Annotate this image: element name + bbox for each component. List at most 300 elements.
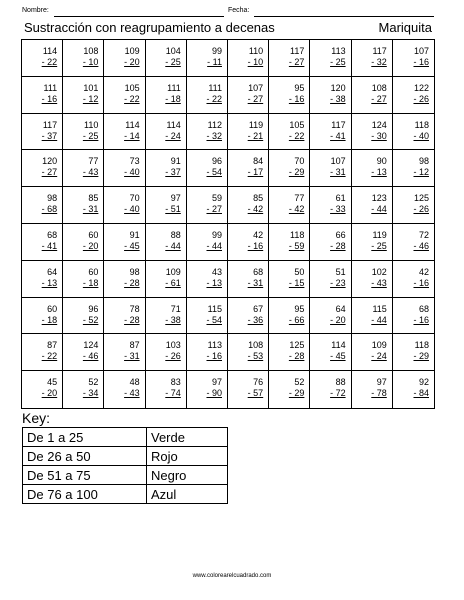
problem-cell[interactable] — [63, 77, 104, 114]
minuend: 124 — [371, 119, 387, 130]
minuend: 97 — [170, 193, 181, 204]
subtrahend: - 25 — [82, 130, 99, 141]
key-row — [23, 447, 228, 466]
minuend: 114 — [125, 119, 140, 130]
subtrahend: - 22 — [124, 93, 140, 104]
minuend: 70 — [294, 156, 305, 167]
problem-cell[interactable] — [63, 150, 104, 187]
minuend: 98 — [47, 193, 58, 204]
minuend: 87 — [129, 340, 140, 351]
minuend: 108 — [248, 340, 264, 351]
problem-cell[interactable] — [187, 334, 228, 371]
problem-cell[interactable] — [228, 114, 269, 151]
problem-cell[interactable] — [352, 150, 393, 187]
key-row — [23, 466, 228, 485]
subtrahend: - 42 — [288, 204, 305, 215]
problem-cell[interactable] — [22, 40, 63, 77]
subtrahend: - 20 — [82, 240, 99, 251]
subtrahend: - 26 — [165, 351, 181, 362]
problem-cell[interactable] — [393, 224, 434, 261]
name-line[interactable] — [54, 16, 224, 17]
minuend: 88 — [170, 229, 181, 240]
name-label: Nombre: — [22, 7, 49, 14]
problem-cell[interactable] — [63, 114, 104, 151]
subtrahend: - 44 — [206, 240, 222, 251]
subtrahend: - 18 — [165, 93, 181, 104]
problem-cell[interactable] — [104, 40, 145, 77]
worksheet-subtitle: Mariquita — [378, 20, 432, 35]
minuend: 97 — [376, 377, 387, 388]
problem-cell[interactable] — [104, 298, 145, 335]
problem-cell[interactable] — [22, 77, 63, 114]
subtrahend: - 17 — [247, 167, 264, 178]
subtrahend: - 16 — [413, 57, 429, 67]
problem-cell[interactable] — [228, 224, 269, 261]
subtrahend: - 22 — [206, 93, 222, 104]
problem-cell[interactable] — [104, 371, 145, 408]
minuend: 124 — [83, 340, 99, 351]
problem-cell[interactable] — [310, 334, 351, 371]
problem-cell[interactable] — [393, 298, 434, 335]
header-row — [22, 4, 434, 18]
minuend: 77 — [294, 193, 305, 204]
subtrahend: - 16 — [413, 277, 429, 288]
minuend: 114 — [331, 340, 346, 351]
problem-cell[interactable] — [352, 77, 393, 114]
key-color: Azul — [147, 485, 228, 504]
minuend: 83 — [170, 377, 181, 388]
subtrahend: - 27 — [41, 167, 58, 178]
subtrahend: - 68 — [41, 204, 58, 215]
minuend: 107 — [413, 46, 429, 56]
subtrahend: - 13 — [371, 167, 387, 178]
subtrahend: - 26 — [413, 93, 429, 104]
minuend: 111 — [208, 82, 222, 93]
minuend: 99 — [211, 229, 222, 240]
problem-cell[interactable] — [393, 40, 434, 77]
problem-cell[interactable] — [146, 77, 187, 114]
subtrahend: - 44 — [165, 240, 181, 251]
minuend: 95 — [294, 82, 305, 93]
problem-cell[interactable] — [146, 298, 187, 335]
subtrahend: - 22 — [288, 130, 305, 141]
date-line[interactable] — [254, 16, 434, 17]
minuend: 107 — [330, 156, 346, 167]
minuend: 118 — [290, 229, 305, 240]
subtrahend: - 44 — [371, 204, 387, 215]
minuend: 111 — [43, 82, 58, 93]
subtrahend: - 46 — [82, 351, 99, 362]
problem-cell[interactable] — [310, 371, 351, 408]
subtrahend: - 10 — [82, 57, 99, 67]
subtrahend: - 25 — [371, 240, 387, 251]
problem-cell[interactable] — [146, 261, 187, 298]
minuend: 67 — [253, 303, 264, 314]
problem-cell[interactable] — [269, 77, 310, 114]
minuend: 109 — [165, 266, 181, 277]
minuend: 117 — [42, 119, 58, 130]
subtrahend: - 13 — [41, 277, 58, 288]
subtrahend: - 24 — [165, 130, 181, 141]
minuend: 96 — [88, 303, 99, 314]
subtrahend: - 37 — [41, 130, 58, 141]
minuend: 68 — [418, 303, 429, 314]
subtrahend: - 12 — [413, 167, 429, 178]
subtrahend: - 25 — [165, 57, 181, 67]
subtrahend: - 54 — [206, 314, 222, 325]
problem-cell[interactable] — [63, 224, 104, 261]
subtrahend: - 13 — [206, 277, 222, 288]
subtrahend: - 20 — [330, 314, 346, 325]
minuend: 88 — [335, 377, 346, 388]
key-range: De 1 a 25 — [23, 428, 147, 447]
problem-cell[interactable] — [352, 114, 393, 151]
subtrahend: - 59 — [288, 240, 305, 251]
subtrahend: - 27 — [371, 93, 387, 104]
minuend: 103 — [165, 340, 181, 351]
subtrahend: - 16 — [288, 93, 305, 104]
problem-cell[interactable] — [22, 371, 63, 408]
problem-cell[interactable] — [22, 150, 63, 187]
problem-cell[interactable] — [228, 40, 269, 77]
subtrahend: - 43 — [371, 277, 387, 288]
subtrahend: - 16 — [247, 240, 264, 251]
problem-cell[interactable] — [352, 40, 393, 77]
problem-cell[interactable] — [228, 150, 269, 187]
subtrahend: - 37 — [165, 167, 181, 178]
problem-cell[interactable] — [187, 298, 228, 335]
problem-cell[interactable] — [146, 40, 187, 77]
minuend: 51 — [335, 266, 346, 277]
minuend: 48 — [129, 377, 140, 388]
subtrahend: - 28 — [330, 240, 346, 251]
minuend: 42 — [418, 266, 429, 277]
problem-cell[interactable] — [22, 114, 63, 151]
minuend: 59 — [211, 193, 222, 204]
problem-cell[interactable] — [22, 224, 63, 261]
problem-cell[interactable] — [310, 224, 351, 261]
key-range: De 26 a 50 — [23, 447, 147, 466]
problem-cell[interactable] — [310, 261, 351, 298]
minuend: 90 — [376, 156, 387, 167]
subtrahend: - 66 — [288, 314, 305, 325]
subtrahend: - 41 — [330, 130, 346, 141]
problem-cell[interactable] — [393, 150, 434, 187]
minuend: 114 — [166, 119, 181, 130]
minuend: 61 — [335, 193, 346, 204]
problem-cell[interactable] — [104, 334, 145, 371]
subtrahend: - 12 — [82, 93, 99, 104]
subtrahend: - 52 — [82, 314, 99, 325]
problem-cell[interactable] — [63, 371, 104, 408]
subtrahend: - 16 — [41, 93, 58, 104]
problem-cell[interactable] — [352, 224, 393, 261]
key-color: Negro — [147, 466, 228, 485]
problem-cell[interactable] — [228, 77, 269, 114]
subtrahend: - 34 — [82, 388, 99, 399]
problem-cell[interactable] — [22, 261, 63, 298]
subtrahend: - 57 — [247, 388, 264, 399]
minuend: 98 — [418, 156, 429, 167]
problem-cell[interactable] — [393, 371, 434, 408]
key-table — [22, 427, 228, 504]
minuend: 125 — [413, 193, 429, 204]
problem-cell[interactable] — [146, 224, 187, 261]
subtrahend: - 74 — [165, 388, 181, 399]
subtrahend: - 38 — [330, 93, 346, 104]
minuend: 113 — [331, 46, 346, 56]
key-label: Key: — [22, 410, 51, 426]
subtrahend: - 22 — [41, 57, 58, 67]
problem-cell[interactable] — [269, 371, 310, 408]
subtrahend: - 44 — [371, 314, 387, 325]
minuend: 118 — [414, 119, 429, 130]
problem-cell[interactable] — [269, 224, 310, 261]
problem-cell[interactable] — [228, 334, 269, 371]
minuend: 107 — [248, 82, 264, 93]
subtrahend: - 22 — [41, 351, 58, 362]
problem-cell[interactable] — [352, 261, 393, 298]
problem-cell[interactable] — [22, 298, 63, 335]
minuend: 105 — [289, 119, 305, 130]
subtrahend: - 26 — [413, 204, 429, 215]
problem-cell[interactable] — [269, 40, 310, 77]
minuend: 84 — [253, 156, 264, 167]
minuend: 122 — [413, 82, 429, 93]
subtrahend: - 40 — [124, 204, 140, 215]
subtrahend: - 36 — [247, 314, 264, 325]
subtrahend: - 40 — [124, 167, 140, 178]
problem-cell[interactable] — [393, 334, 434, 371]
minuend: 76 — [253, 377, 264, 388]
subtrahend: - 18 — [41, 314, 58, 325]
subtrahend: - 15 — [288, 277, 305, 288]
subtrahend: - 29 — [413, 351, 429, 362]
minuend: 119 — [372, 229, 387, 240]
minuend: 111 — [167, 82, 181, 93]
problem-cell[interactable] — [352, 371, 393, 408]
minuend: 101 — [83, 82, 99, 93]
subtrahend: - 84 — [413, 388, 429, 399]
minuend: 117 — [331, 119, 346, 130]
minuend: 120 — [42, 156, 58, 167]
minuend: 115 — [207, 303, 222, 314]
minuend: 113 — [207, 340, 222, 351]
subtrahend: - 29 — [288, 167, 305, 178]
problem-cell[interactable] — [393, 187, 434, 224]
problem-cell[interactable] — [104, 150, 145, 187]
minuend: 85 — [88, 193, 99, 204]
minuend: 96 — [211, 156, 222, 167]
minuend: 78 — [129, 303, 140, 314]
footer-url: www.colorearelcuadrado.com — [192, 573, 272, 579]
subtrahend: - 41 — [41, 240, 58, 251]
minuend: 97 — [211, 377, 222, 388]
minuend: 50 — [294, 266, 305, 277]
key-color: Rojo — [147, 447, 228, 466]
minuend: 60 — [88, 266, 99, 277]
problem-grid — [21, 39, 435, 409]
minuend: 114 — [42, 46, 58, 56]
problem-cell[interactable] — [393, 114, 434, 151]
minuend: 104 — [165, 46, 181, 56]
key-range: De 76 a 100 — [23, 485, 147, 504]
problem-cell[interactable] — [104, 224, 145, 261]
problem-cell[interactable] — [63, 187, 104, 224]
minuend: 91 — [170, 156, 181, 167]
subtrahend: - 51 — [165, 204, 181, 215]
problem-cell[interactable] — [269, 114, 310, 151]
minuend: 117 — [372, 46, 387, 56]
subtrahend: - 54 — [206, 167, 222, 178]
key-row — [23, 485, 228, 504]
problem-cell[interactable] — [393, 261, 434, 298]
key-row — [23, 428, 228, 447]
problem-cell[interactable] — [187, 77, 228, 114]
problem-cell[interactable] — [352, 187, 393, 224]
minuend: 117 — [290, 46, 305, 56]
problem-cell[interactable] — [352, 298, 393, 335]
date-label: Fecha: — [228, 7, 250, 14]
subtrahend: - 45 — [124, 240, 140, 251]
problem-cell[interactable] — [310, 77, 351, 114]
problem-cell[interactable] — [146, 334, 187, 371]
subtrahend: - 38 — [165, 314, 181, 325]
minuend: 87 — [47, 340, 58, 351]
problem-cell[interactable] — [269, 261, 310, 298]
problem-cell[interactable] — [22, 187, 63, 224]
subtrahend: - 27 — [288, 57, 305, 67]
subtrahend: - 42 — [247, 204, 264, 215]
minuend: 102 — [371, 266, 387, 277]
subtrahend: - 25 — [330, 57, 346, 67]
problem-cell[interactable] — [269, 334, 310, 371]
problem-cell[interactable] — [187, 150, 228, 187]
subtrahend: - 31 — [124, 351, 140, 362]
minuend: 72 — [418, 229, 429, 240]
minuend: 119 — [248, 119, 264, 130]
problem-cell[interactable] — [352, 334, 393, 371]
problem-cell[interactable] — [63, 40, 104, 77]
minuend: 68 — [253, 266, 264, 277]
subtrahend: - 90 — [206, 388, 222, 399]
subtrahend: - 28 — [124, 277, 140, 288]
subtrahend: - 30 — [371, 130, 387, 141]
problem-cell[interactable] — [146, 114, 187, 151]
subtrahend: - 43 — [82, 167, 99, 178]
subtrahend: - 31 — [330, 167, 346, 178]
subtrahend: - 27 — [206, 204, 222, 215]
problem-cell[interactable] — [63, 298, 104, 335]
minuend: 110 — [84, 119, 99, 130]
problem-cell[interactable] — [187, 114, 228, 151]
problem-cell[interactable] — [104, 187, 145, 224]
subtrahend: - 27 — [247, 93, 264, 104]
minuend: 70 — [129, 193, 140, 204]
subtrahend: - 31 — [247, 277, 264, 288]
minuend: 60 — [47, 303, 58, 314]
subtrahend: - 28 — [124, 314, 140, 325]
problem-cell[interactable] — [187, 187, 228, 224]
subtrahend: - 31 — [82, 204, 99, 215]
problem-cell[interactable] — [310, 187, 351, 224]
problem-cell[interactable] — [228, 187, 269, 224]
minuend: 85 — [253, 193, 264, 204]
subtrahend: - 33 — [330, 204, 346, 215]
minuend: 108 — [371, 82, 387, 93]
problem-cell[interactable] — [310, 298, 351, 335]
minuend: 105 — [124, 82, 140, 93]
subtrahend: - 18 — [82, 277, 99, 288]
problem-cell[interactable] — [146, 187, 187, 224]
worksheet-title: Sustracción con reagrupamiento a decenas — [24, 20, 275, 35]
problem-cell[interactable] — [22, 334, 63, 371]
problem-cell[interactable] — [187, 224, 228, 261]
subtrahend: - 20 — [41, 388, 58, 399]
minuend: 66 — [335, 229, 346, 240]
key-range: De 51 a 75 — [23, 466, 147, 485]
minuend: 120 — [330, 82, 346, 93]
subtrahend: - 23 — [330, 277, 346, 288]
minuend: 95 — [294, 303, 305, 314]
subtrahend: - 28 — [288, 351, 305, 362]
problem-cell[interactable] — [63, 261, 104, 298]
problem-cell[interactable] — [310, 150, 351, 187]
problem-cell[interactable] — [269, 187, 310, 224]
minuend: 118 — [414, 340, 429, 351]
minuend: 73 — [129, 156, 140, 167]
problem-cell[interactable] — [310, 114, 351, 151]
problem-cell[interactable] — [146, 371, 187, 408]
problem-cell[interactable] — [187, 371, 228, 408]
subtrahend: - 20 — [124, 57, 140, 67]
problem-cell[interactable] — [228, 371, 269, 408]
subtrahend: - 29 — [288, 388, 305, 399]
problem-cell[interactable] — [104, 114, 145, 151]
problem-cell[interactable] — [269, 298, 310, 335]
subtrahend: - 45 — [330, 351, 346, 362]
minuend: 64 — [335, 303, 346, 314]
subtrahend: - 43 — [124, 388, 140, 399]
subtrahend: - 10 — [247, 57, 264, 67]
problem-cell[interactable] — [310, 40, 351, 77]
subtrahend: - 32 — [371, 57, 387, 67]
problem-cell[interactable] — [146, 150, 187, 187]
minuend: 60 — [88, 229, 99, 240]
minuend: 52 — [294, 377, 305, 388]
problem-cell[interactable] — [269, 150, 310, 187]
problem-cell[interactable] — [187, 261, 228, 298]
problem-cell[interactable] — [104, 261, 145, 298]
problem-cell[interactable] — [187, 40, 228, 77]
problem-cell[interactable] — [63, 334, 104, 371]
minuend: 123 — [371, 193, 387, 204]
subtrahend: - 32 — [206, 130, 222, 141]
minuend: 112 — [207, 119, 222, 130]
problem-cell[interactable] — [393, 77, 434, 114]
subtrahend: - 53 — [247, 351, 264, 362]
problem-cell[interactable] — [228, 298, 269, 335]
minuend: 115 — [372, 303, 387, 314]
subtrahend: - 40 — [413, 130, 429, 141]
minuend: 42 — [253, 229, 264, 240]
problem-cell[interactable] — [228, 261, 269, 298]
subtrahend: - 11 — [207, 57, 222, 67]
subtrahend: - 46 — [413, 240, 429, 251]
minuend: 77 — [88, 156, 99, 167]
problem-cell[interactable] — [104, 77, 145, 114]
minuend: 98 — [129, 266, 140, 277]
